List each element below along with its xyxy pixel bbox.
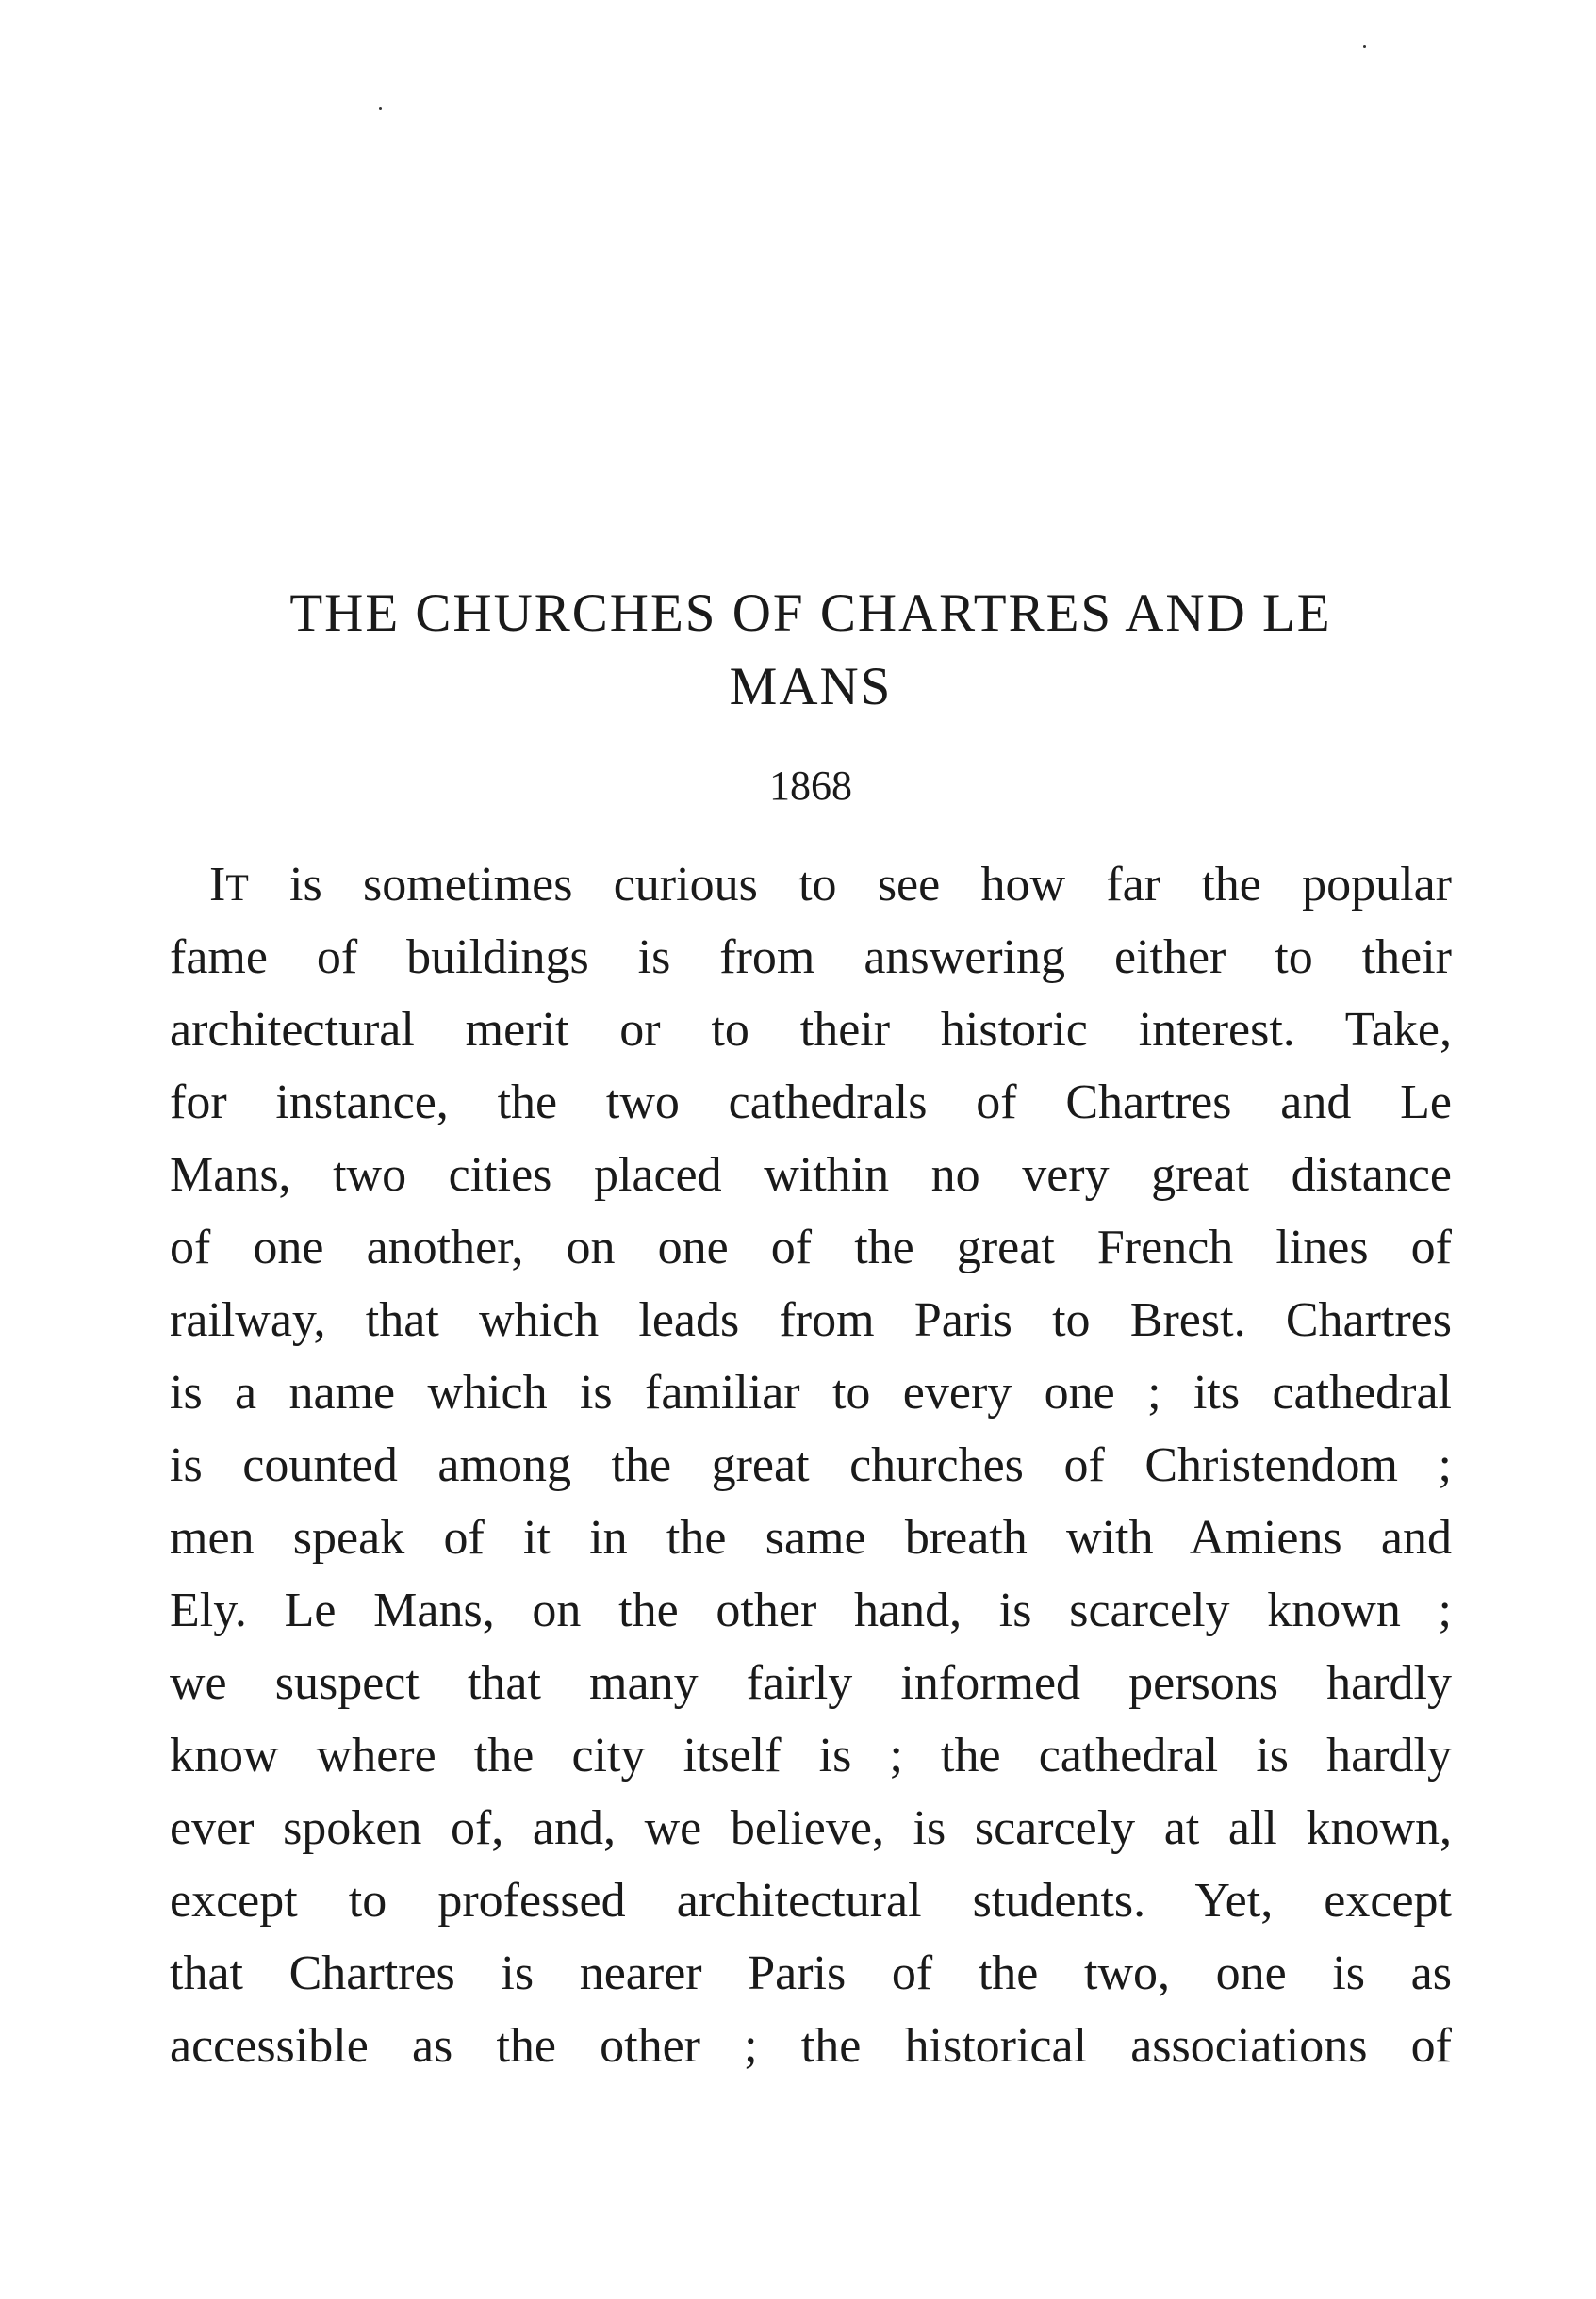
text-line: of one another, on one of the great French lines of xyxy=(170,1221,1452,1274)
small-caps-letter: T xyxy=(225,866,249,909)
drop-initial: I xyxy=(209,858,226,911)
text-line: except to professed architectural students. Yet, except xyxy=(170,1874,1452,1928)
chapter-title-line-2: MANS xyxy=(729,657,893,716)
text-line: ever spoken of, and, we believe, is scarcely at all known, xyxy=(170,1801,1452,1855)
text-line: Ely. Le Mans, on the other hand, is scarcely known ; xyxy=(170,1584,1452,1637)
text-line: is counted among the great churches of Christendom ; xyxy=(170,1438,1452,1492)
text-line: railway, that which leads from Paris to Brest. Chartres xyxy=(170,1293,1452,1347)
print-speck xyxy=(1363,45,1366,48)
text-line: accessible as the other ; the historical associations of xyxy=(170,2019,1452,2073)
text-line: fame of buildings is from answering either to their xyxy=(170,930,1452,984)
text-line-content: is sometimes curious to see how far the popular xyxy=(248,858,1452,911)
print-speck xyxy=(379,107,382,110)
text-line: architectural merit or to their historic interest. Take, xyxy=(170,1003,1452,1057)
body-paragraph xyxy=(170,848,1452,2082)
text-line: for instance, the two cathedrals of Chartres and Le xyxy=(170,1076,1452,1129)
text-line xyxy=(170,848,1452,921)
chapter-title-line-1: THE CHURCHES OF CHARTRES AND LE xyxy=(289,583,1332,643)
text-line: men speak of it in the same breath with Amiens and xyxy=(170,1511,1452,1565)
text-line: Mans, two cities placed within no very great distance xyxy=(170,1148,1452,1202)
chapter-year: 1868 xyxy=(769,763,852,809)
text-line: is a name which is familiar to every one ; its cathedral xyxy=(170,1366,1452,1420)
text-line: that Chartres is nearer Paris of the two, one is as xyxy=(170,1946,1452,2000)
text-line: we suspect that many fairly informed persons hardly xyxy=(170,1656,1452,1710)
text-line: know where the city itself is ; the cathedral is hardly xyxy=(170,1729,1452,1782)
